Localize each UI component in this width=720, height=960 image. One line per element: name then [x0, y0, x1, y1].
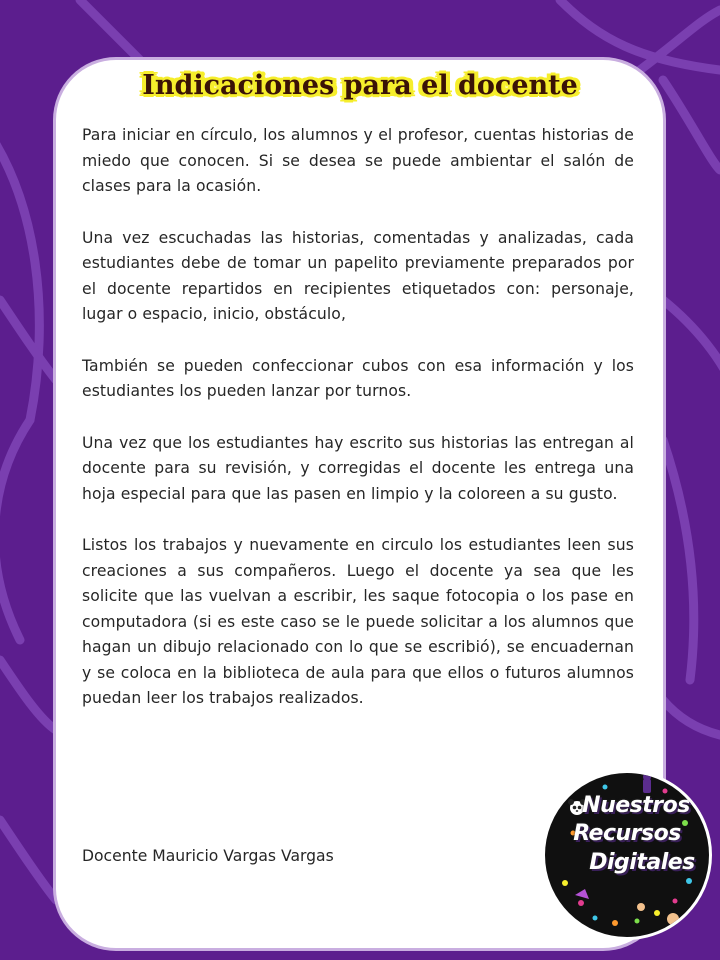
instructions-body — [82, 123, 634, 738]
teacher-signature: Docente Mauricio Vargas Vargas — [82, 847, 334, 865]
brand-logo — [542, 770, 712, 940]
paragraph-1: Para iniciar en círculo, los alumnos y el profesor, cuentas historias de miedo que conocen. Si se desea se puede ambientar el salón de clases para la ocasión. — [82, 126, 634, 195]
page-title: Indicaciones para el docente — [142, 70, 578, 101]
paragraph-5: Listos los trabajos y nuevamente en circulo los estudiantes leen sus creaciones a sus compañeros. Luego el docente ya sea que les solicite que las vuelvan a escribir, les saque fotocopia o los pase en computadora (si es este caso se le puede solicitar a los alumnos que hagan un dibujo relacionado con lo que se escribió), se encuadernan y se coloca en la biblioteca de aula para que ellos o futuros alumnos puedan leer los trabajos realizados. — [82, 536, 634, 707]
paragraph-2: Una vez escuchadas las historias, comentadas y analizadas, cada estudiantes debe de tomar un papelito previamente preparados por el docente repartidos en recipientes etiquetados con: personaje, lugar o espacio, inicio, obstáculo, — [82, 228, 634, 323]
logo-line-2: Recursos — [573, 821, 681, 846]
paragraph-4: Una vez que los estudiantes hay escrito sus historias las entregan al docente para su revisión, y corregidas el docente les entrega una hoja especial para que las pasen en limpio y la coloreen a su gusto. — [82, 433, 634, 503]
title-wrap — [0, 66, 720, 106]
logo-line-3: Digitales — [589, 850, 695, 875]
paragraph-3: También se pueden confeccionar cubos con esa información y los estudiantes los pueden lanzar por turnos. — [82, 356, 634, 400]
logo-line-1: Nuestros — [582, 793, 690, 818]
